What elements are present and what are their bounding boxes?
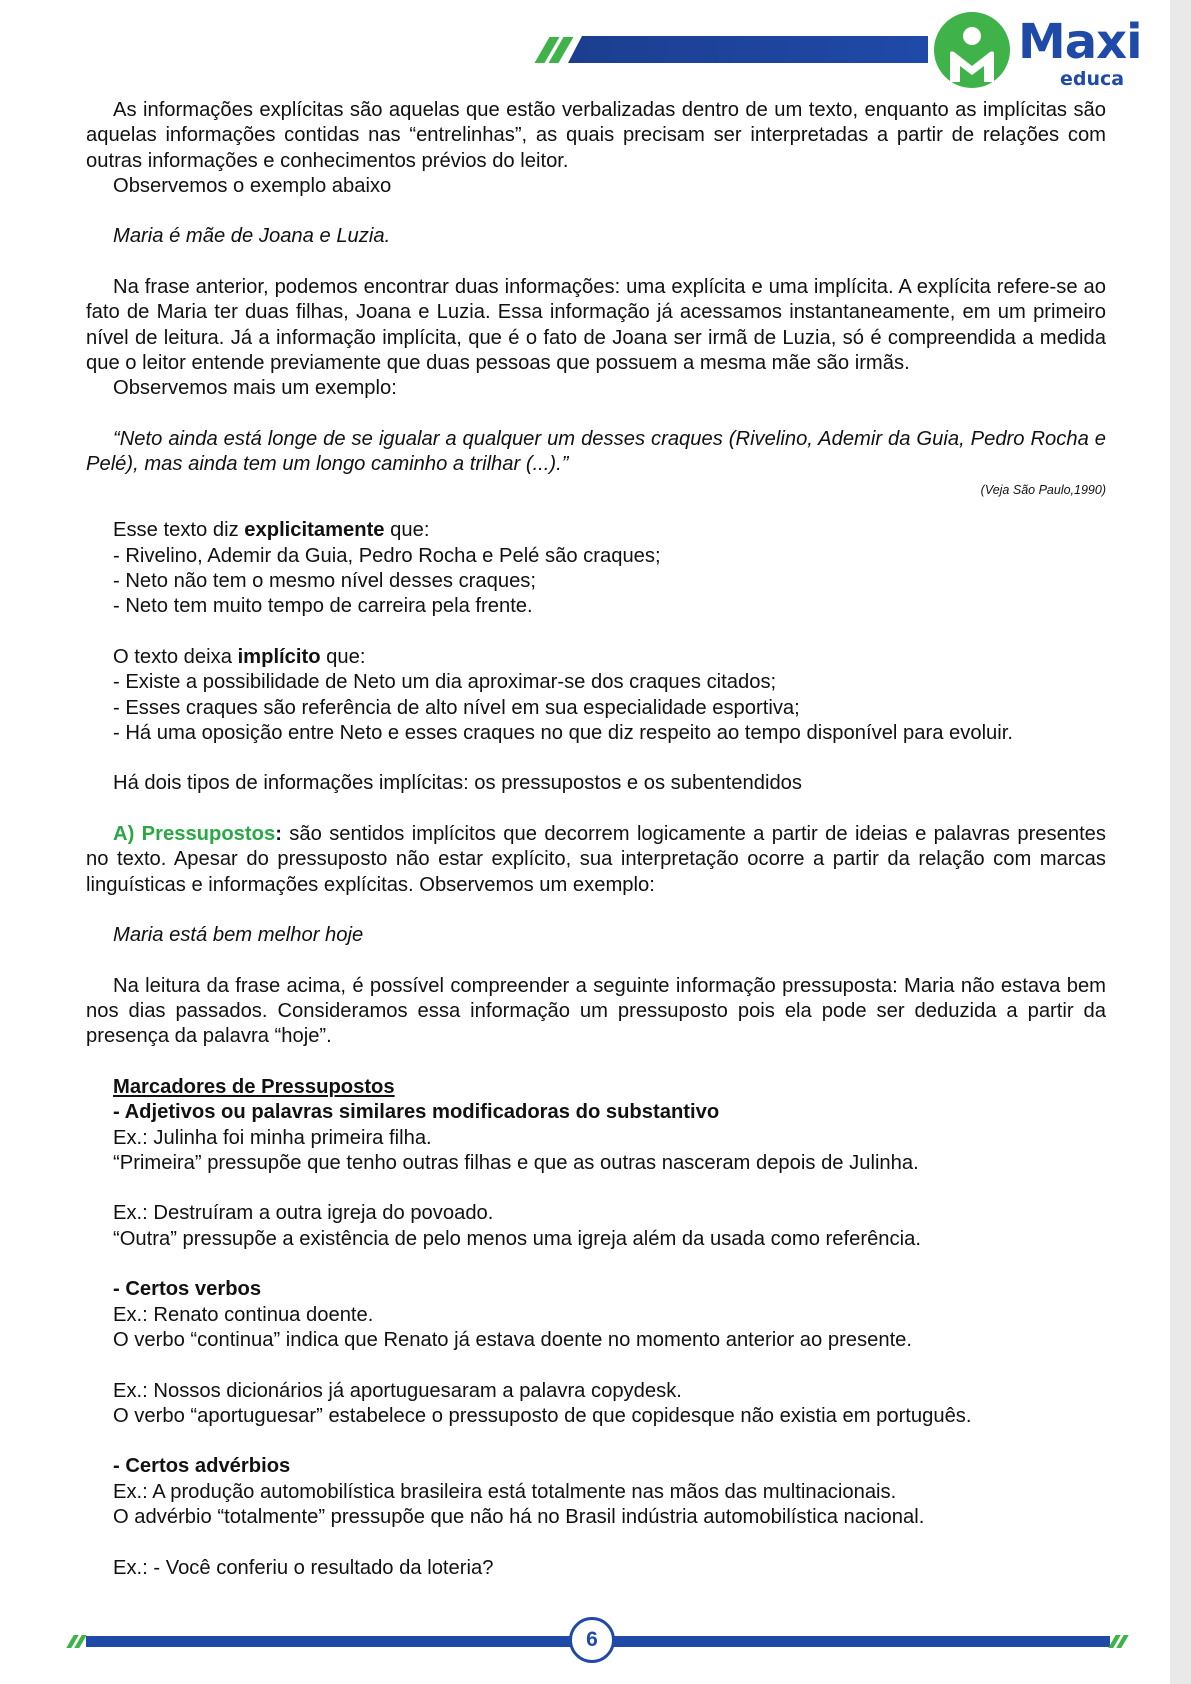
list-item: - Neto tem muito tempo de carreira pela frente. — [113, 595, 533, 618]
example-line: Ex.: - Você conferiu o resultado da loteria? — [113, 1556, 494, 1579]
example-sentence: Maria está bem melhor hoje — [113, 924, 364, 947]
quote-source: (Veja São Paulo,1990) — [980, 483, 1106, 498]
explanation-line: O verbo “continua” indica que Renato já estava doente no momento anterior ao presente. — [113, 1328, 913, 1351]
explicit-intro: Esse texto diz explicitamente que: — [113, 519, 430, 542]
pressupostos-label: A) Pressupostos — [113, 823, 276, 846]
explanation-line: “Primeira” pressupõe que tenho outras filhas e que as outras nasceram depois de Julinha. — [113, 1151, 919, 1174]
example-line: Ex.: Julinha foi minha primeira filha. — [113, 1126, 432, 1149]
explanation-line: O advérbio “totalmente” pressupõe que não há no Brasil indústria automobilística nacional. — [113, 1506, 925, 1529]
paragraph: Na leitura da frase acima, é possível compreender a seguinte informação pressuposta: Maria não estava bem nos dias passados. Consideramos essa informação um pressuposto pois ela pode ser deduzida a partir da presença da palavra “hoje”. — [86, 974, 1106, 1048]
paragraph: Observemos mais um exemplo: — [113, 377, 397, 400]
logo-subtitle: educa — [1060, 68, 1125, 90]
paragraph: Há dois tipos de informações implícitas: os pressupostos e os subentendidos — [113, 772, 802, 795]
list-item: - Esses craques são referência de alto nível em sua especialidade esportiva; — [113, 696, 800, 719]
list-item: - Neto não tem o mesmo nível desses craques; — [113, 570, 537, 593]
list-item: - Existe a possibilidade de Neto um dia aproximar-se dos craques citados; — [113, 671, 777, 694]
paragraph: Observemos o exemplo abaixo — [113, 174, 392, 197]
list-item: - Há uma oposição entre Neto e esses craques no que diz respeito ao tempo disponível para evoluir. — [113, 721, 1013, 744]
section-heading: Marcadores de Pressupostos — [113, 1075, 395, 1098]
list-item: - Rivelino, Ademir da Guia, Pedro Rocha e Pelé são craques; — [113, 544, 661, 567]
maxi-educa-logo — [928, 8, 1142, 92]
example-line: Ex.: Renato continua doente. — [113, 1303, 374, 1326]
explanation-line: “Outra” pressupõe a existência de pelo menos uma igreja além da usada como referência. — [113, 1227, 921, 1250]
example-line: Ex.: Destruíram a outra igreja do povoado. — [113, 1202, 494, 1225]
page-number: 6 — [569, 1617, 615, 1663]
logo-word: Maxi — [1018, 14, 1142, 70]
example-sentence: Maria é mãe de Joana e Luzia. — [113, 225, 391, 248]
subsection-heading: - Certos verbos — [113, 1278, 262, 1301]
quote: “Neto ainda está longe de se igualar a qualquer um desses craques (Rivelino, Ademir da Guia, Pedro Rocha e Pelé), mas ainda tem um longo caminho a trilhar (...).” — [86, 427, 1106, 476]
logo-mark-icon — [928, 8, 1018, 92]
implicit-intro: O texto deixa implícito que: — [113, 645, 366, 668]
subsection-heading: - Adjetivos ou palavras similares modificadoras do substantivo — [113, 1101, 720, 1124]
subsection-heading: - Certos advérbios — [113, 1455, 291, 1478]
header-bar — [568, 36, 928, 63]
paragraph: As informações explícitas são aquelas que estão verbalizadas dentro de um texto, enquanto as implícitas são aquelas informações contidas nas “entrelinhas”, as quais precisam ser interpretadas a partir de relações com outras informações e conhecimentos prévios do leitor. — [86, 99, 1106, 172]
document-body — [86, 98, 1106, 1581]
paragraph: Na frase anterior, podemos encontrar duas informações: uma explícita e uma implícita. A explícita refere-se ao fato de Maria ter duas filhas, Joana e Luzia. Essa informação já acessamos instantaneamente, em um primeiro nível de leitura. Já a informação implícita, que é o fato de Joana ser irmã de Luzia, só é compreendida a medida que o leitor entende previamente que duas pessoas que possuem a mesma mãe são irmãs. — [86, 276, 1106, 374]
explanation-line: O verbo “aportuguesar” estabelece o pressuposto de que copidesque não existia em português. — [113, 1404, 972, 1427]
example-line: Ex.: A produção automobilística brasileira está totalmente nas mãos das multinacionais. — [113, 1480, 897, 1503]
example-line: Ex.: Nossos dicionários já aportuguesaram a palavra copydesk. — [113, 1379, 682, 1402]
pressupostos-paragraph: A) Pressupostos: são sentidos implícitos que decorrem logicamente a partir de ideias e palavras presentes no texto. Apesar do pressuposto não estar explícito, sua interpretação ocorre a partir da relação com marcas linguísticas e informações explícitas. Observemos um exemplo: — [86, 823, 1106, 896]
